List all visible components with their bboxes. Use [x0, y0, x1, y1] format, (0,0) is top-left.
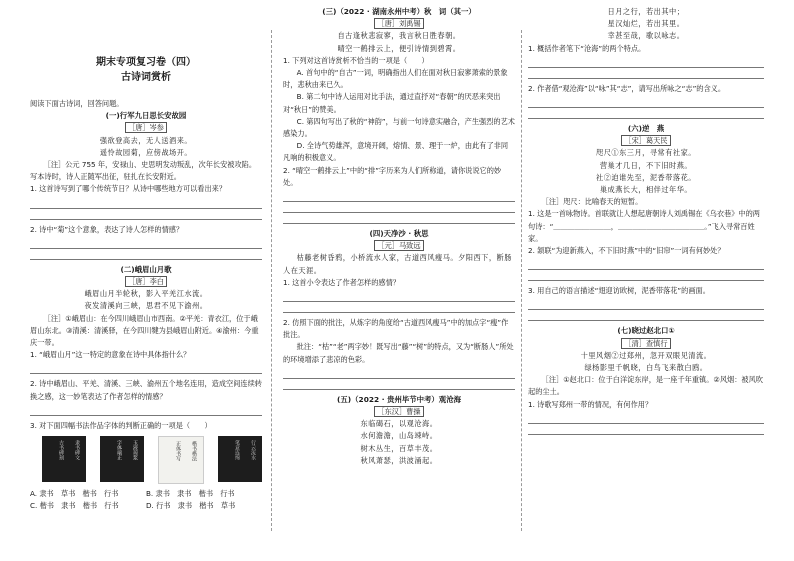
poem-line: 社②迫谁先至，泥香带落花。 — [596, 172, 696, 182]
poem-line: 日月之行，若出其中； — [607, 7, 685, 16]
section-3-header: (三)（2022 · 湖南永州中考）秋 词（其一） — [322, 7, 476, 16]
question: 1. 这首小令表达了作者怎样的感情？ — [283, 277, 400, 287]
option-d[interactable]: D. 全诗气势雄浑，意境开阔，熔情、景、理于一炉，由此有了非同凡响的积极意义。 — [283, 141, 509, 163]
section-5-header: (五)（2022 · 贵州毕节中考）观沧海 — [337, 394, 461, 404]
poem-line: 绿杨影里千帆晓，白鸟飞来散白鸥。 — [584, 363, 708, 373]
answer-lines[interactable] — [528, 97, 764, 119]
question: 1. 这是一首咏物诗。首联就让人想起唐朝诗人刘禹锡在《乌衣巷》中的两句诗：“＿＿＿＿＿＿＿＿，＿＿＿＿＿＿＿＿＿＿＿＿。”飞入寻常百姓家。 — [528, 209, 760, 243]
poem-line: 自古逢秋悲寂寥，我言秋日胜春朝。 — [337, 31, 461, 41]
answer-lines[interactable] — [528, 299, 764, 321]
section-4-header: (四)天净沙 · 秋思 — [369, 229, 429, 239]
poem-line: 峨眉山月半轮秋，影入平羌江水流。 — [84, 289, 208, 299]
section-7-note: ［注］①赵北口：位于白洋淀东岸，是一座千年重镇。②风烟：被风吹起的尘土。 — [528, 375, 763, 397]
option-c[interactable]: C. 楷书 隶书 楷书 行书 — [30, 501, 119, 511]
option-c[interactable]: C. 第四句写出了秋的“神韵”，与前一句诗意实融合，产生强烈的艺术感染力。 — [283, 116, 515, 139]
poem-line: 夜发清溪向三峡，思君不见下渝州。 — [84, 301, 208, 311]
option-b[interactable]: B. 第二句中诗人运用对比手法，通过直抒对“春朝”的厌恶来突出对“秋日”的赞美。 — [283, 92, 501, 114]
poem-line: 晴空一鹤排云上，便引诗情到碧霄。 — [337, 43, 461, 53]
section-7-header: (七)晓过赵北口① — [617, 326, 675, 336]
answer-lines[interactable] — [30, 405, 262, 416]
answer-lines[interactable] — [528, 259, 764, 281]
poem-line: 十里风烟②过郑州，忽开双眼见清流。 — [580, 350, 712, 360]
poem-line: 强欲登高去，无人送酒来。 — [99, 135, 193, 145]
poem-line: 巢成燕长大，相伴过年华。 — [599, 185, 693, 195]
question: 1. 这首诗写到了哪个传统节日？从诗中哪些地方可以看出来？ — [30, 184, 227, 194]
options — [30, 488, 262, 512]
section-2-header: (二)峨眉山月歌 — [120, 264, 172, 274]
calligraphy-samples — [42, 436, 262, 484]
question: 3. 用自己的语言描述“翅迎访欧树，泥香带落花”的画面。 — [528, 286, 710, 296]
option-d[interactable]: D. 行书 隶书 楷书 草书 — [146, 501, 236, 511]
poem-line: 遥怜故园菊，应傍战场开。 — [99, 147, 193, 157]
section-7-author: ［清］查慎行 — [621, 338, 670, 349]
poem-line: 幸甚至哉，歌以咏志。 — [607, 31, 685, 41]
section-2-note: ［注］①峨眉山：在今四川峨眉山市西南。②平羌：青衣江，位于峨眉山东北。③清溪：清溪驿，在今四川犍为县峨眉山附近。④渝州：今重庆一带。 — [30, 313, 259, 348]
question: 2. 仿照下面的批注，从炼字的角度给“古道西风瘦马”中的加点字“瘦”作批注。 — [283, 318, 509, 340]
answer-lines[interactable] — [30, 198, 262, 220]
answer-lines[interactable] — [283, 368, 515, 390]
poem-line: 咫尺①东三月，寻常有社家。 — [596, 148, 696, 158]
calligraphy-image: 玉液琼浆 字体端正 — [100, 436, 144, 482]
section-2-author: ［唐］李白 — [125, 276, 167, 287]
poem-line: 水何澹澹，山岛竦峙。 — [360, 431, 438, 441]
section-6-header: (六)逆 燕 — [627, 124, 665, 134]
poem-line: 枯藤老树昏鸦，小桥流水人家，古道西风瘦马。夕阳西下，断肠人在天涯。 — [283, 253, 512, 275]
calligraphy-image: 行云流水 笔意连绵 — [218, 436, 262, 482]
calligraphy-image: 楷书楷法 正体书写 — [158, 436, 204, 484]
section-1-note: ［注］公元 755 年，安禄山、史思明发动叛乱，次年长安被攻陷。写本诗时，诗人正随军出征，驻扎在长安附近。 — [30, 160, 257, 182]
paper-subtitle: 古诗词赏析 — [121, 72, 171, 83]
answer-lines[interactable] — [30, 363, 262, 374]
question: 2. 作者借“观沧海”以“咏”其“志”，请写出所咏之“志”的含义。 — [528, 83, 726, 93]
column-right — [528, 6, 764, 555]
annotation-example: 批注：“枯”“老”两字妙！既写出“藤”“树”的特点，又为“断肠人”所处的环境增添了悲凉的色彩。 — [283, 342, 514, 364]
option-a[interactable]: A. 首句中的“自古”一词，明确指出人们在面对秋日寂寥萧索的景象时，悲秋由来已久。 — [283, 68, 508, 90]
answer-lines[interactable] — [283, 191, 515, 224]
column-left — [30, 6, 262, 555]
question: 1. 诗歌写郑州一带的情况，有何作用？ — [528, 399, 653, 409]
section-4-author: ［元］马致远 — [374, 240, 423, 251]
paper-title: 期末专项复习卷（四） — [96, 57, 196, 68]
answer-lines[interactable] — [30, 238, 262, 260]
question: 1. “峨眉山月”这一特定的意象在诗中具体指什么？ — [30, 350, 191, 360]
question: 2. 诗中“菊”这个意象，表达了诗人怎样的情感？ — [30, 224, 184, 234]
option-b[interactable]: B. 隶书 隶书 楷书 行书 — [146, 489, 235, 499]
poem-line: 树木丛生，百草丰茂。 — [360, 443, 438, 453]
question: 2. 诗中峨眉山、平羌、清溪、三峡、渝州五个地名连用，造成空间连续转换之感，这一妙笔表达了作者怎样的情感？ — [30, 379, 262, 401]
section-6-author: ［宋］葛天民 — [621, 135, 670, 146]
section-1-header: (一)行军九日思长安故园 — [105, 111, 187, 121]
question: 3. 对下面四幅书法作品字体的判断正确的一项是（ ） — [30, 420, 212, 430]
calligraphy-image: 隶书碑文 古书碑刻 — [42, 436, 86, 482]
section-6-note: ［注］咫尺：比喻春天的短暂。 — [541, 197, 643, 207]
intro: 阅读下面古诗词，回答问题。 — [30, 99, 124, 108]
answer-lines[interactable] — [528, 413, 764, 435]
poem-line: 秋风萧瑟，洪波涌起。 — [360, 455, 438, 465]
section-1-author: ［唐］岑参 — [125, 122, 167, 133]
poem-line: 东临碣石，以观沧海。 — [360, 419, 438, 429]
poem-line: 营巢才几日，不下旧时燕。 — [599, 160, 693, 170]
question: 1. 下列对这首诗赏析不恰当的一项是（ ） — [283, 55, 429, 65]
answer-lines[interactable] — [283, 291, 515, 313]
question: 1. 概括作者笔下“沧海”的两个特点。 — [528, 43, 646, 53]
question: 2. 颔联“为迎新燕入，不下旧时燕”中的“旧帘”一词有何妙处？ — [528, 246, 725, 256]
question: 2. “晴空一鹤排云上”中的“排”字历来为人们所称道，请你说说它的妙处。 — [283, 165, 502, 187]
poem-line: 星汉灿烂，若出其里。 — [607, 19, 685, 29]
section-5-author: ［东汉］曹操 — [374, 406, 423, 417]
column-middle — [283, 6, 515, 555]
section-3-author: ［唐］刘禹锡 — [374, 18, 423, 29]
option-a[interactable]: A. 隶书 草书 楷书 行书 — [30, 489, 119, 499]
answer-lines[interactable] — [528, 57, 764, 79]
